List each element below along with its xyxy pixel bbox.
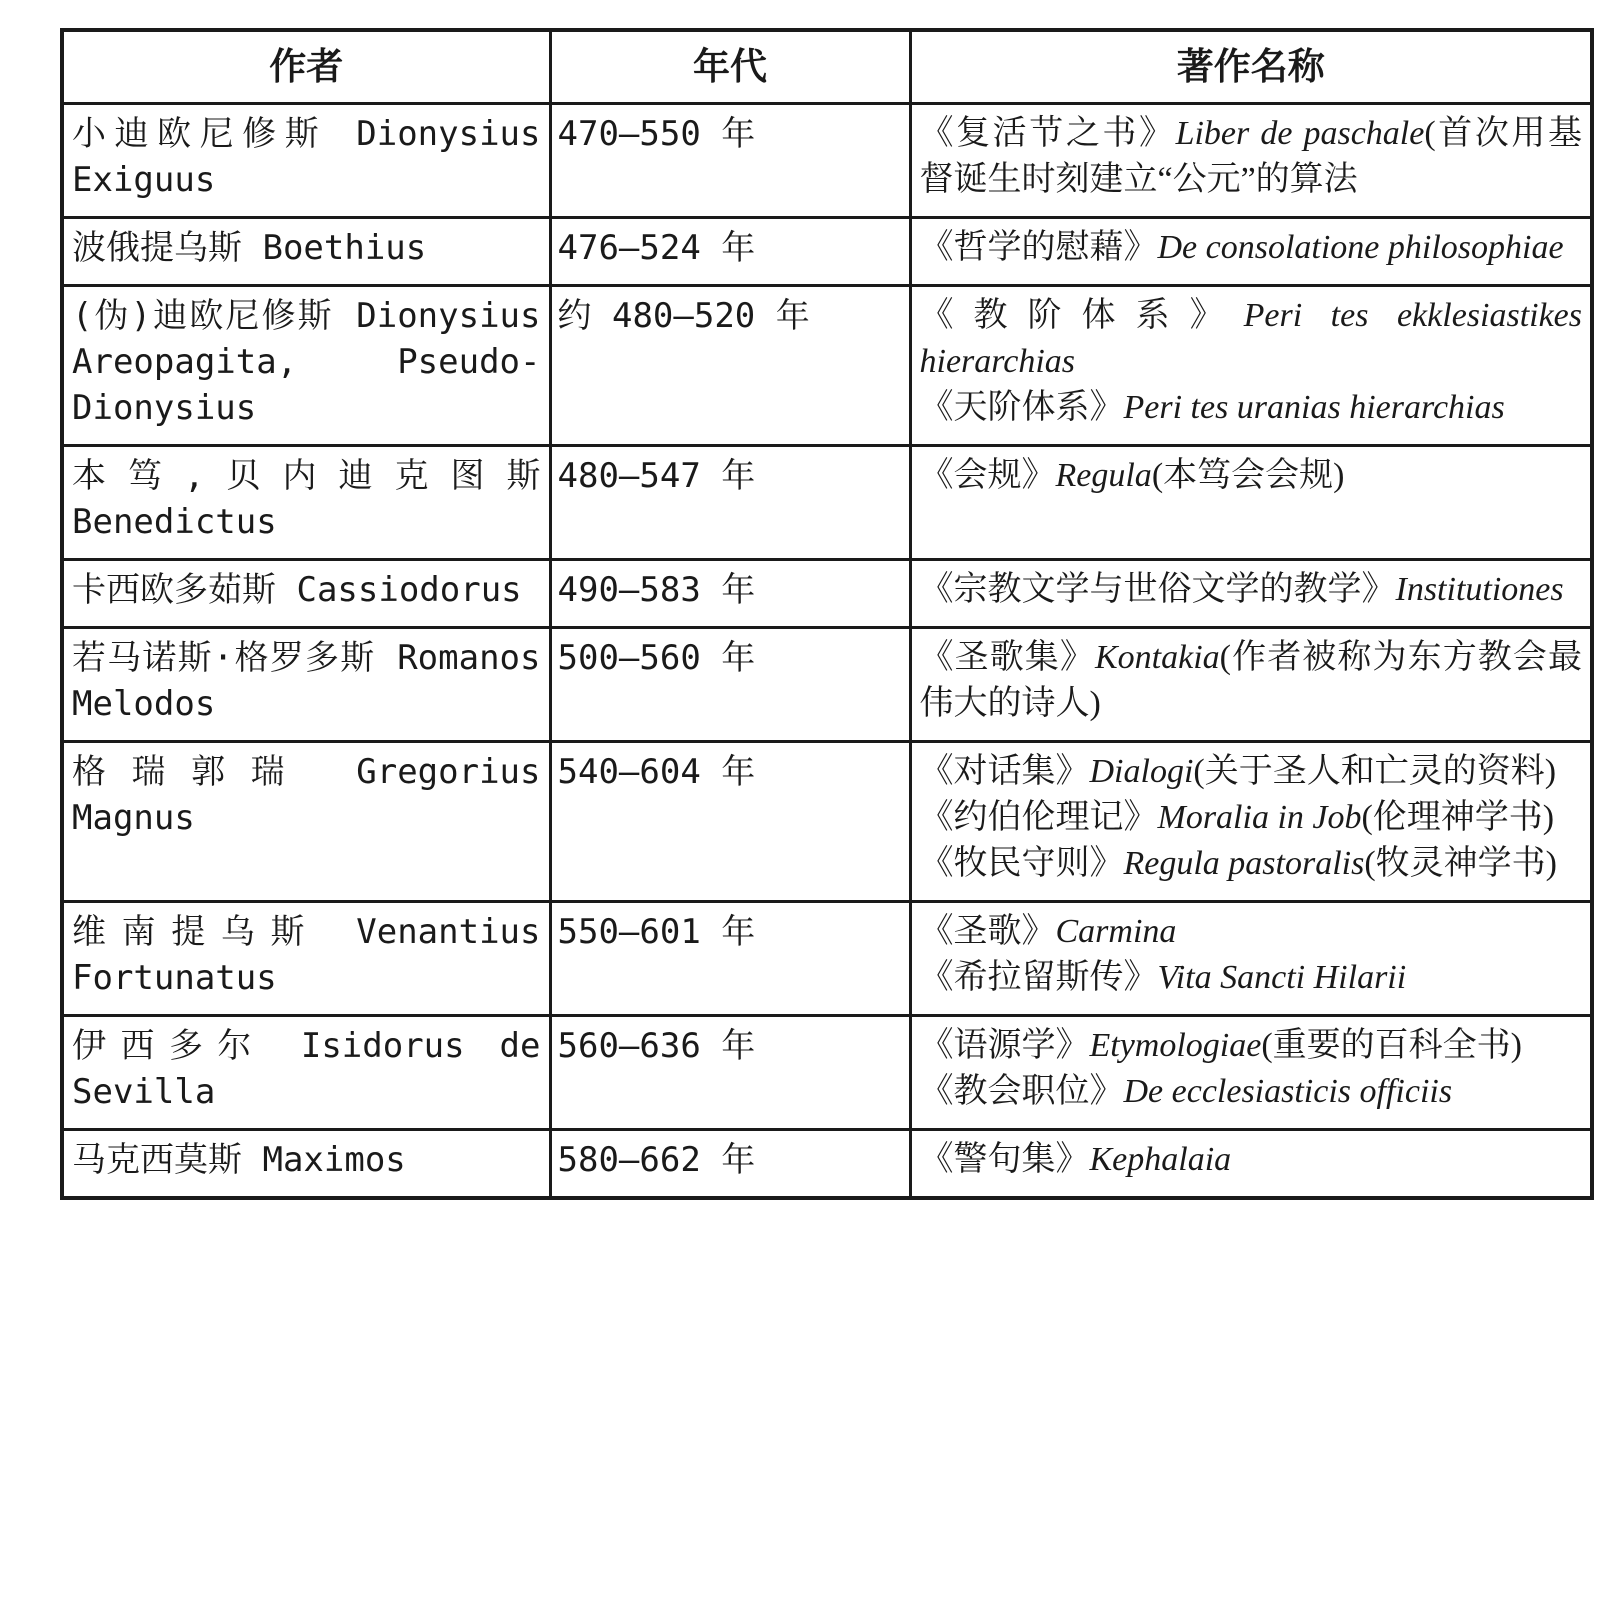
years-cell: 约 480–520 年 <box>550 286 910 446</box>
years-cell: 560–636 年 <box>550 1016 910 1130</box>
work-item <box>920 385 1583 431</box>
work-item <box>920 635 1583 727</box>
author-cell: 波俄提乌斯 Boethius <box>62 218 550 286</box>
author-cell: 维南提乌斯 Venantius Fortunatus <box>62 902 550 1016</box>
table-header <box>62 30 1592 104</box>
work-title-cn: 《宗教文学与世俗文学的教学》 <box>919 571 1396 609</box>
work-item <box>920 567 1583 613</box>
work-note: (牧灵神学书) <box>1364 845 1557 883</box>
work-item <box>920 1069 1583 1115</box>
work-title-latin: De ecclesiasticis officiis <box>1123 1073 1453 1111</box>
author-cell: 马克西莫斯 Maximos <box>62 1130 550 1199</box>
work-note: (作者被称为东方教会最伟大的诗人) <box>919 639 1582 723</box>
table-row <box>62 218 1592 286</box>
work-title-latin: Carmina <box>1055 913 1177 951</box>
work-title-cn: 《对话集》 <box>919 753 1090 791</box>
header-works: 著作名称 <box>910 30 1592 104</box>
table-body <box>62 104 1592 1199</box>
works-cell <box>910 902 1592 1016</box>
years-cell: 470–550 年 <box>550 104 910 218</box>
work-title-latin: Moralia in Job <box>1157 799 1362 837</box>
works-cell <box>910 446 1592 560</box>
work-note: (伦理神学书) <box>1361 799 1555 837</box>
work-title-cn: 《约伯伦理记》 <box>919 799 1158 837</box>
author-cell: 若马诺斯·格罗多斯 Romanos Melodos <box>62 628 550 742</box>
years-cell: 580–662 年 <box>550 1130 910 1199</box>
table-row <box>62 742 1592 902</box>
years-cell: 480–547 年 <box>550 446 910 560</box>
work-title-cn: 《希拉留斯传》 <box>919 959 1158 997</box>
years-cell: 540–604 年 <box>550 742 910 902</box>
works-cell <box>910 560 1592 628</box>
works-cell <box>910 1016 1592 1130</box>
work-title-latin: De consolatione philosophiae <box>1157 229 1564 267</box>
work-item <box>920 795 1583 841</box>
work-title-cn: 《天阶体系》 <box>919 389 1124 427</box>
table-row <box>62 286 1592 446</box>
table-row <box>62 628 1592 742</box>
work-note: (本笃会会规) <box>1151 457 1345 495</box>
author-cell: 格瑞郭瑞 Gregorius Magnus <box>62 742 550 902</box>
works-cell <box>910 628 1592 742</box>
work-item <box>920 1023 1583 1069</box>
work-item <box>920 293 1583 385</box>
years-cell: 476–524 年 <box>550 218 910 286</box>
work-title-cn: 《教阶体系》 <box>919 297 1244 335</box>
work-item <box>920 909 1583 955</box>
work-title-latin: Institutiones <box>1395 571 1564 609</box>
work-item <box>920 453 1583 499</box>
work-item <box>920 1137 1583 1183</box>
works-cell <box>910 286 1592 446</box>
table-row <box>62 560 1592 628</box>
table-row <box>62 104 1592 218</box>
author-cell: (伪)迪欧尼修斯 Dionysius Areopagita, Pseudo-Dionysius <box>62 286 550 446</box>
work-title-latin: Kephalaia <box>1089 1141 1232 1179</box>
author-cell: 伊西多尔 Isidorus de Sevilla <box>62 1016 550 1130</box>
work-item <box>920 749 1583 795</box>
work-title-latin: Regula <box>1055 457 1152 495</box>
header-row <box>62 30 1592 104</box>
table-row <box>62 1016 1592 1130</box>
work-title-cn: 《教会职位》 <box>919 1073 1124 1111</box>
work-title-cn: 《语源学》 <box>919 1027 1090 1065</box>
works-cell <box>910 1130 1592 1199</box>
work-title-latin: Vita Sancti Hilarii <box>1157 959 1407 997</box>
author-cell: 小迪欧尼修斯 Dionysius Exiguus <box>62 104 550 218</box>
years-cell: 490–583 年 <box>550 560 910 628</box>
work-title-latin: Etymologiae <box>1089 1027 1262 1065</box>
work-title-cn: 《圣歌》 <box>919 913 1056 951</box>
work-title-latin: Kontakia <box>1095 639 1220 677</box>
author-cell: 卡西欧多茹斯 Cassiodorus <box>62 560 550 628</box>
table-row <box>62 902 1592 1016</box>
work-title-latin: Peri tes ekklesiastikes hierarchias <box>919 297 1582 381</box>
work-title-cn: 《牧民守则》 <box>919 845 1124 883</box>
author-cell: 本笃,贝内迪克图斯 Benedictus <box>62 446 550 560</box>
work-title-cn: 《会规》 <box>919 457 1056 495</box>
work-note: (首次用基督诞生时刻建立“公元”的算法 <box>919 115 1582 199</box>
works-cell <box>910 104 1592 218</box>
work-title-latin: Peri tes uranias hierarchias <box>1123 389 1505 427</box>
years-cell: 550–601 年 <box>550 902 910 1016</box>
work-item <box>920 841 1583 887</box>
work-title-cn: 《圣歌集》 <box>919 639 1095 677</box>
work-title-latin: Liber de paschale <box>1175 115 1425 153</box>
work-title-cn: 《复活节之书》 <box>919 115 1176 153</box>
header-years: 年代 <box>550 30 910 104</box>
work-note: (关于圣人和亡灵的资料) <box>1193 753 1557 791</box>
work-note: (重要的百科全书) <box>1261 1027 1522 1065</box>
table-row <box>62 446 1592 560</box>
years-cell: 500–560 年 <box>550 628 910 742</box>
work-title-cn: 《哲学的慰藉》 <box>919 229 1158 267</box>
table-row <box>62 1130 1592 1199</box>
work-item <box>920 955 1583 1001</box>
header-author: 作者 <box>62 30 550 104</box>
work-title-cn: 《警句集》 <box>919 1141 1090 1179</box>
work-title-latin: Dialogi <box>1089 753 1194 791</box>
work-item <box>920 225 1583 271</box>
work-title-latin: Regula pastoralis <box>1123 845 1365 883</box>
works-cell <box>910 742 1592 902</box>
authors-table <box>60 28 1594 1200</box>
work-item <box>920 111 1583 203</box>
works-cell <box>910 218 1592 286</box>
